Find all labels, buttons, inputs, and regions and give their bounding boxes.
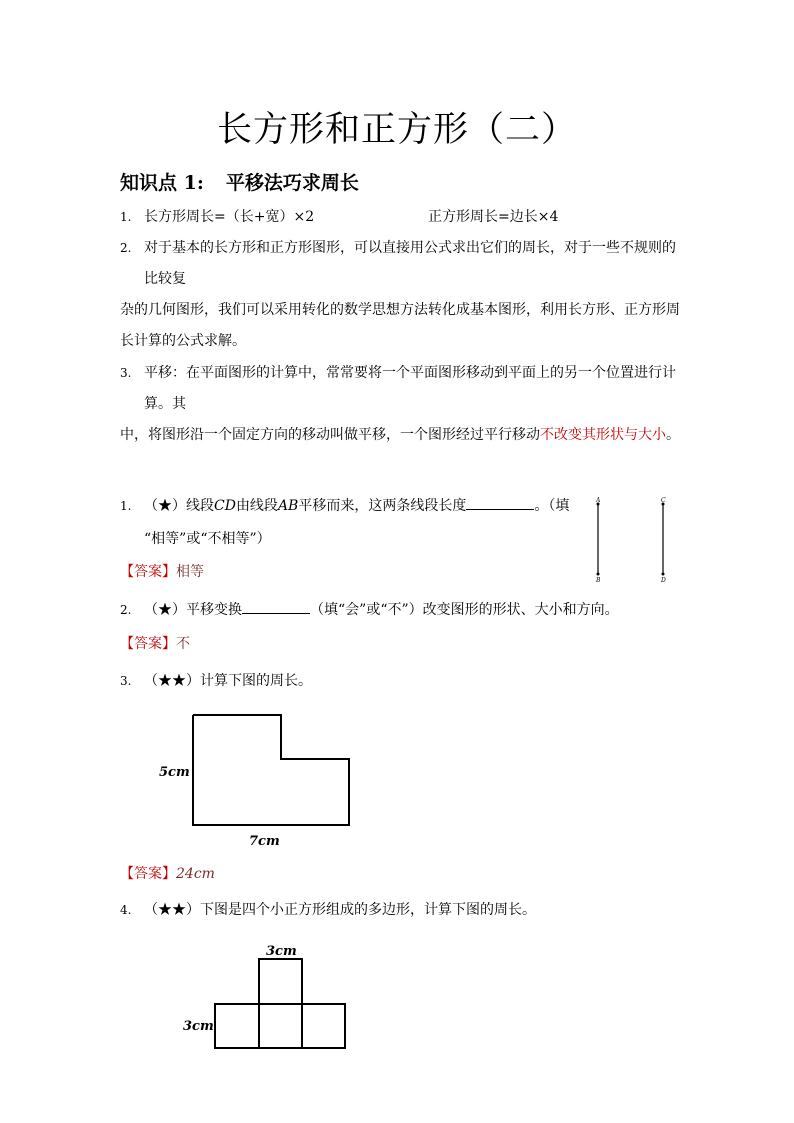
question-text: 由线段: [235, 498, 278, 514]
top-square: [259, 959, 302, 1004]
squares-figure: [175, 938, 355, 1053]
point-label: B: [596, 577, 601, 584]
knowledge-text-line: [120, 426, 680, 444]
section-label: 知识点 1:: [120, 172, 204, 194]
answer-key: 【答案】: [120, 866, 176, 882]
question-2: [120, 599, 619, 619]
answer-1: [120, 561, 204, 581]
bottom-square: [259, 1004, 302, 1048]
bottom-square: [215, 1004, 259, 1048]
square-formula: 正方形周长=边长×4: [428, 209, 559, 225]
difficulty-stars: （★）: [144, 602, 186, 618]
knowledge-num: 1.: [120, 210, 132, 224]
question-text: 平移而来，这两条线段长度: [298, 498, 467, 514]
knowledge-text: 算。其: [144, 396, 186, 412]
knowledge-item-3: [120, 364, 676, 382]
knowledge-item-1: [120, 208, 314, 226]
segment-name: CD: [214, 498, 236, 514]
section-heading: [120, 168, 359, 195]
knowledge-text: 长计算的公式求解。: [120, 333, 246, 349]
highlight-text: 不改变其形状与大小: [540, 427, 666, 443]
question-4: [120, 901, 536, 919]
question-text: 下图是四个小正方形组成的多边形，计算下图的周长。: [200, 902, 536, 918]
knowledge-text: 对于基本的长方形和正方形图形，可以直接用公式求出它们的周长，对于一些不规则的: [144, 240, 676, 256]
difficulty-stars: （★★）: [144, 673, 200, 689]
point-label: C: [661, 497, 666, 504]
answer-key: 【答案】: [120, 564, 176, 580]
answer-value: 24cm: [176, 866, 215, 882]
knowledge-num: 2.: [120, 241, 132, 255]
question-text: 线段: [186, 498, 214, 514]
knowledge-text: 杂的几何图形，我们可以采用转化的数学思想方法转化成基本图形，利用长方形、正方形周: [120, 302, 680, 318]
question-text: 平移变换: [186, 602, 242, 618]
question-num: 3.: [120, 674, 132, 688]
question-text: “相等”或“不相等”）: [144, 531, 271, 547]
knowledge-text: 中，将图形沿一个固定方向的移动叫做平移，一个图形经过平行移动: [120, 427, 540, 443]
answer-blank[interactable]: [466, 495, 534, 510]
left-label: 3cm: [183, 1019, 214, 1034]
question-num: 2.: [120, 603, 132, 617]
answer-blank[interactable]: [242, 599, 310, 614]
answer-3: [120, 863, 215, 883]
l-shape-outline: [193, 715, 349, 825]
answer-key: 【答案】: [120, 636, 176, 652]
question-3: [120, 672, 312, 690]
answer-value: 不: [176, 636, 190, 652]
section-text: 平移法巧求周长: [225, 172, 359, 194]
width-label: 7cm: [249, 834, 280, 849]
point-label: A: [596, 497, 601, 504]
segment-name: AB: [277, 498, 299, 514]
question-num: 4.: [120, 903, 132, 917]
height-label: 5cm: [159, 765, 190, 780]
bottom-square: [302, 1004, 345, 1048]
question-text: 计算下图的周长。: [200, 673, 312, 689]
answer-value: 相等: [176, 564, 204, 580]
question-text: （填“会”或“不”）改变图形的形状、大小和方向。: [310, 602, 619, 618]
segments-figure: [588, 494, 672, 584]
question-num: 1.: [120, 499, 132, 513]
knowledge-item-2: [120, 239, 676, 257]
point-label: D: [661, 577, 666, 584]
knowledge-text: 比较复: [144, 271, 186, 287]
difficulty-stars: （★）: [144, 498, 186, 514]
question-text: 。（填: [534, 498, 570, 514]
knowledge-text: 。: [666, 427, 680, 443]
rect-formula: 长方形周长=（长+宽）×2: [144, 209, 315, 225]
question-1: [120, 495, 569, 515]
page-title: 长方形和正方形（二）: [216, 110, 577, 150]
knowledge-num: 3.: [120, 366, 132, 380]
answer-2: [120, 633, 190, 653]
difficulty-stars: （★★）: [144, 902, 200, 918]
l-shape-figure: [150, 705, 370, 855]
knowledge-text: 平移：在平面图形的计算中，常常要将一个平面图形移动到平面上的另一个位置进行计: [144, 365, 676, 381]
top-label: 3cm: [266, 944, 297, 959]
